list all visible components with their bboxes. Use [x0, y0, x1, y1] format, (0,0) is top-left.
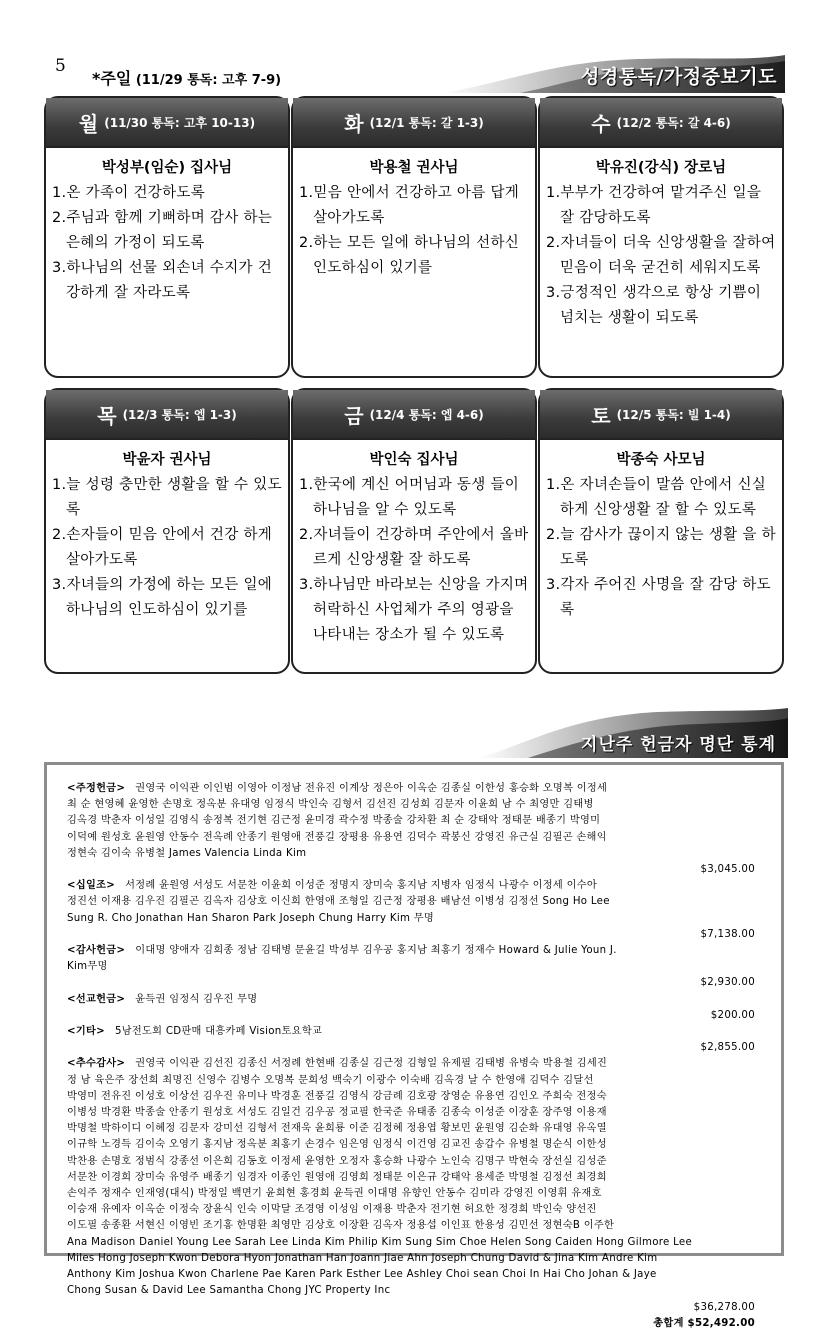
donation-category: <주정헌금> [67, 783, 126, 794]
day-name: 금 [344, 403, 364, 428]
prayer-item: 1.한국에 계신 어머님과 동생 들이 하나님을 알 수 있도록 [299, 477, 520, 518]
prayer-person: 박종숙 사모님 [616, 452, 706, 468]
donor-names: 이덕예 원성호 윤원영 안동수 전옥례 안종기 원영애 전풍길 장평용 유용연 김덕수 곽봉신 강영진 유근실 김필곤 손해익 [67, 831, 607, 843]
donor-names: 서문찬 이경희 장미숙 유영주 배종기 임경자 이종인 원영애 김영희 정태문 이은규 강태악 용세준 박명철 김정선 최경희 [67, 1171, 607, 1183]
donor-names: 서정례 윤원영 서성도 서문찬 이윤희 이성준 정명지 장미숙 홍지남 지병자 임정식 나광수 이정세 이수아 [125, 880, 598, 892]
donor-names: 정진선 이재용 김우진 김필곤 김옥자 김상호 이신희 한영애 조형일 김근정 장평용 배남선 이병성 김정선 Song Ho Lee [67, 896, 610, 908]
donor-names: 정현숙 김이숙 유병철 James Valencia Linda Kim [67, 847, 307, 859]
day-reading-ref: (12/3 통독: 엡 1-3) [122, 407, 237, 422]
day-card-sat [538, 388, 784, 674]
prayer-item: 1.온 자녀손들이 말씀 안에서 신실하게 신앙생활 잘 할 수 있도록 [546, 477, 767, 518]
donor-line [67, 781, 755, 797]
donor-line [67, 1056, 755, 1072]
donor-names: 박영미 전유진 이성호 이상선 김우진 유미나 박경훈 전풍길 김영식 강금례 김호광 장영순 유용연 김인오 주희숙 전정숙 [67, 1090, 607, 1102]
day-name: 월 [78, 111, 99, 136]
donor-line [67, 797, 755, 813]
donor-line [67, 1283, 755, 1299]
page-number: 5 [55, 56, 66, 76]
donor-names: Kim무명 [67, 961, 108, 973]
donor-names: 5남전도회 CD판매 대흥카페 Vision토요학교 [114, 1026, 323, 1038]
prayer-item: 2.하는 모든 일에 하나님의 선하신 인도하심이 있기를 [299, 235, 520, 276]
donor-line [67, 1137, 755, 1153]
donor-names: Miles Hong Joseph Kwon Debora Hyon Jonathan Han Joann Jiae Ahn Joseph Chung David & Jina Kim Andre Kim [67, 1252, 658, 1264]
day-reading-ref: (12/2 통독: 갈 4-6) [616, 115, 731, 130]
donor-names: 박명철 박하이디 이혜정 김문자 강미선 김형서 전재욱 윤희룡 이준 김정혜 정용엽 황보민 윤원영 김순화 유대영 유옥열 [67, 1123, 607, 1135]
day-reading-ref: (12/5 통독: 빌 1-4) [616, 407, 731, 422]
donor-names: Anthony Kim Joshua Kwon Charlene Pae Karen Park Esther Lee Ashley Choi sean Choi In Hai Cho Johan & Jaye [67, 1269, 657, 1281]
donor-names: 이도필 송종환 서현신 이영빈 조기홍 한명환 최영만 김상호 이장환 김옥자 정용섭 이인표 한용성 김민선 정현숙B 이주한 [67, 1220, 615, 1232]
donor-line [67, 830, 755, 846]
day-reading-ref: (12/1 통독: 갈 1-3) [369, 115, 484, 130]
donor-names: Sung R. Cho Jonathan Han Sharon Park Joseph Chung Harry Kim 무명 [67, 912, 435, 924]
day-header [293, 390, 535, 440]
prayer-item: 3.하나님의 선물 외손녀 수지가 건강하게 잘 자라도록 [52, 260, 273, 301]
donor-line [67, 1089, 755, 1105]
donor-line [67, 1073, 755, 1089]
donor-names: 권영국 이익관 김선진 김종신 서정례 한현배 김종실 김근정 김형일 유제필 김태병 유병숙 박용철 김세진 [135, 1058, 608, 1070]
day-card-fri [291, 388, 537, 674]
donor-line [67, 1186, 755, 1202]
category-amount [67, 1008, 755, 1024]
day-card-thu [44, 388, 290, 674]
donor-names: 권영국 이익관 이인범 이영아 이정남 전유진 이계상 정은아 이옥순 김종실 이한성 홍승화 오명복 이정세 [135, 783, 608, 794]
donor-line [67, 943, 755, 959]
donor-line [67, 992, 755, 1008]
day-reading-ref: (11/30 통독: 고후 10-13) [104, 115, 256, 130]
prayer-item: 1.부부가 건강하여 맡겨주신 일을 잘 감당하도록 [546, 185, 762, 226]
donor-line [67, 1105, 755, 1121]
day-header [46, 390, 288, 440]
category-amount [67, 862, 755, 878]
prayer-item: 3.하나님만 바라보는 신앙을 가지며 허락하신 사업체가 주의 영광을 나타내는 장소가 될 수 있도록 [299, 577, 529, 643]
category-amount [67, 975, 755, 991]
donor-line [67, 846, 755, 862]
day-card-mon [44, 96, 290, 378]
donor-line [67, 1154, 755, 1170]
sunday-reference: (11/29 통독: 고후 7-9) [135, 73, 282, 88]
banner-title: 성경통독/가정중보기도 [581, 66, 777, 88]
prayer-item: 2.자녀들이 건강하며 주안에서 올바르게 신앙생활 잘 하도록 [299, 527, 529, 568]
day-name: 토 [591, 403, 611, 428]
amount-text: $36,278.00 [693, 1301, 755, 1313]
day-name: 목 [97, 403, 117, 428]
sunday-reading-note [92, 66, 281, 89]
donor-names: 박찬용 손명호 정범식 강종선 이은희 김동호 이정세 윤영한 오정자 홍승화 나광수 노인숙 김명구 박현숙 장선실 김성준 [67, 1155, 607, 1167]
amount-text: $7,138.00 [700, 928, 755, 940]
top-banner [440, 55, 785, 93]
amount-text: $2,930.00 [700, 977, 755, 989]
donor-banner [478, 708, 788, 758]
donor-list-title: 지난주 헌금자 명단 통계 [581, 735, 776, 755]
donor-line [67, 1235, 755, 1251]
prayer-item: 1.온 가족이 건강하도록 [52, 185, 206, 201]
sunday-label: *주일 [92, 69, 132, 88]
day-header [293, 98, 535, 148]
day-header [46, 98, 288, 148]
prayer-item: 2.늘 감사가 끊이지 않는 생활 을 하도록 [546, 527, 776, 568]
amount-text: $3,045.00 [700, 864, 755, 876]
donor-names: 이병성 박경환 박종술 안종기 원성호 서성도 김일건 김우공 정교필 한국준 유태종 김종숙 이성준 이장훈 장주영 이용재 [67, 1107, 607, 1119]
day-name: 화 [344, 111, 364, 136]
donor-names: 이승재 유예자 이옥순 이정숙 장윤식 인숙 이막달 조경영 이성임 이재용 박춘자 전기현 허요한 정경희 박인숙 양선진 [67, 1204, 597, 1216]
prayer-item: 1.늘 성령 충만한 생활을 할 수 있도록 [52, 477, 282, 518]
donation-category: <기타> [67, 1026, 105, 1038]
donor-names: Chong Susan & David Lee Samantha Chong JYC Property Inc [67, 1285, 391, 1297]
donor-line [67, 959, 755, 975]
category-amount [67, 927, 755, 943]
donor-line [67, 1251, 755, 1267]
day-card-wed [538, 96, 784, 378]
donor-list-box [44, 762, 784, 1329]
category-amount [67, 1040, 755, 1056]
donor-names: 손익주 정재수 인재영(대식) 박정일 백면기 윤희현 홍경희 윤득권 이대명 유향인 안동수 김미라 강영진 이영휘 유재호 [67, 1188, 602, 1200]
donor-line [67, 1024, 755, 1040]
amount-text: $2,855.00 [700, 1042, 755, 1054]
donor-names: 이대명 양애자 김희종 정남 김태병 문윤길 박성부 김우공 홍지남 최홍기 정재수 Howard & Julie Youn J. [135, 945, 617, 957]
donor-line [67, 1121, 755, 1137]
donor-names: 윤득권 임정식 김우진 무명 [135, 993, 258, 1005]
grand-total: 총합계 $52,492.00 [653, 1317, 755, 1329]
day-reading-ref: (12/4 통독: 엡 4-6) [369, 407, 484, 422]
donor-names: 김옥경 박춘자 이성일 김영식 송정복 전기현 김근정 윤미경 곽수정 박종술 강차환 최 순 강태악 정태문 배종기 박영미 [67, 815, 601, 827]
prayer-item: 3.각자 주어진 사명을 잘 감당 하도록 [546, 577, 771, 618]
donor-line [67, 894, 755, 910]
prayer-item: 2.자녀들이 더욱 신앙생활을 잘하여 믿음이 더욱 굳건히 세워지도록 [546, 235, 776, 276]
donor-line [67, 911, 755, 927]
donor-names: Ana Madison Daniel Young Lee Sarah Lee Linda Kim Philip Kim Sung Sim Choe Helen Song Caiden Hong Gilmore Lee [67, 1236, 693, 1248]
donor-names: 최 순 현영혜 윤영한 손명호 정옥분 유대영 임정식 박인숙 김형서 김선진 김성희 김문자 이윤희 남 수 최영만 김태병 [67, 799, 594, 811]
category-amount [67, 1300, 755, 1316]
donor-line [67, 1202, 755, 1218]
donor-names: 정 남 육은주 장선희 최명진 신영수 김병수 오명복 문희성 백숙기 이광수 이숙배 김옥경 날 수 한영애 김덕수 김달선 [67, 1074, 594, 1086]
amount-text: $200.00 [710, 1009, 755, 1021]
donation-category: <십일조> [67, 880, 116, 892]
donor-line [67, 813, 755, 829]
day-card-tue [291, 96, 537, 378]
prayer-person: 박인숙 집사님 [369, 452, 459, 468]
prayer-item: 3.자녀들의 가정에 하는 모든 일에 하나님의 인도하심이 있기를 [52, 577, 273, 618]
day-header [540, 98, 782, 148]
prayer-person: 박유진(강식) 장로님 [595, 160, 727, 176]
day-header [540, 390, 782, 440]
donation-category: <선교헌금> [67, 993, 126, 1005]
prayer-item: 1.믿음 안에서 건강하고 아름 답게 살아가도록 [299, 185, 520, 226]
prayer-item: 2.손자들이 믿음 안에서 건강 하게 살아가도록 [52, 527, 273, 568]
donor-line [67, 878, 755, 894]
prayer-person: 박윤자 권사님 [122, 452, 212, 468]
prayer-item: 2.주님과 함께 기뻐하며 감사 하는 은혜의 가정이 되도록 [52, 210, 273, 251]
donor-line [67, 1170, 755, 1186]
donor-line [67, 1267, 755, 1283]
prayer-person: 박용철 권사님 [369, 160, 459, 176]
donor-line [67, 1218, 755, 1234]
donor-names: 이규학 노경득 김이숙 오영기 홍지남 정옥분 최홍기 손경수 임은영 임정식 이건영 김교진 송갑수 유병철 명순식 이한성 [67, 1139, 607, 1151]
day-name: 수 [591, 111, 611, 136]
prayer-person: 박성부(임순) 집사님 [101, 160, 233, 176]
donation-category: <추수감사> [67, 1058, 126, 1070]
prayer-item: 3.긍정적인 생각으로 항상 기쁨이 넘치는 생활이 되도록 [546, 285, 762, 326]
donation-category: <감사헌금> [67, 945, 126, 957]
